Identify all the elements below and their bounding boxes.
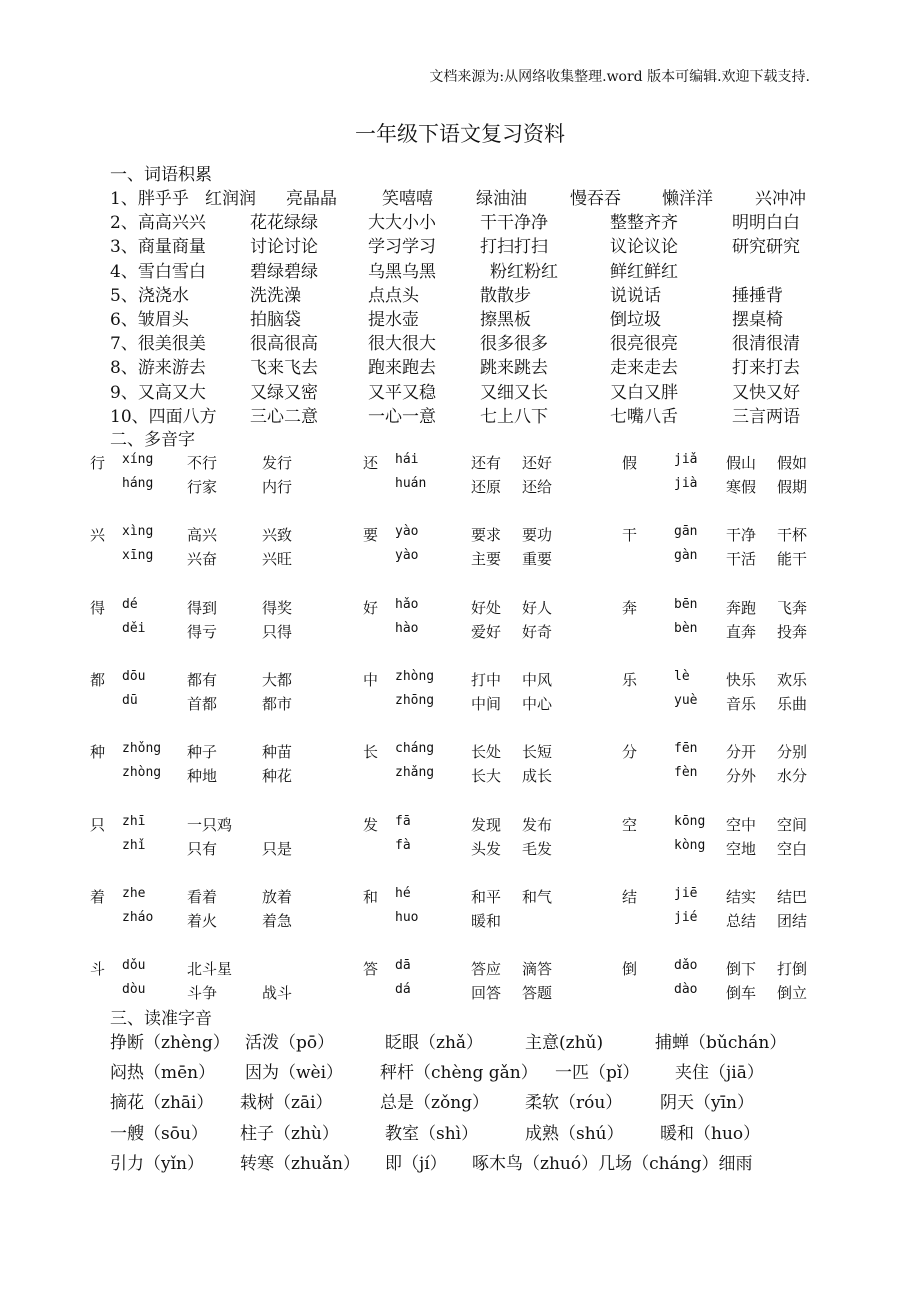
example-word: 还有 <box>471 454 502 472</box>
pinyin: lè <box>674 668 690 684</box>
example-word: 都市 <box>262 694 293 713</box>
pinyin: hé <box>395 885 411 901</box>
pinyin: fà <box>395 837 411 853</box>
vocab-row <box>110 378 820 402</box>
vocab-word: 捶捶背 <box>732 285 783 306</box>
example-word: 放着 <box>262 887 293 906</box>
polyphone-row <box>90 838 820 860</box>
polyphone-row <box>90 765 820 787</box>
vocab-word: 倒垃圾 <box>610 310 661 330</box>
polyphone-char: 答 <box>363 960 379 979</box>
polyphone-char: 还 <box>363 454 379 472</box>
example-word: 干活 <box>726 550 757 569</box>
example-word: 战斗 <box>262 984 293 1003</box>
example-word: 空间 <box>777 815 808 834</box>
example-word: 看着 <box>187 887 218 906</box>
reading-item: 摘花（zhāi） <box>110 1093 214 1114</box>
reading-item: 栽树（zāi） <box>240 1093 333 1114</box>
vocab-word: 花花绿绿 <box>250 213 318 234</box>
vocab-word: 擦黑板 <box>480 310 531 330</box>
vocab-word: 碧绿碧绿 <box>250 261 318 282</box>
polyphone-char: 奔 <box>622 598 638 617</box>
polyphone-char: 干 <box>622 526 638 545</box>
pinyin: bēn <box>674 596 698 612</box>
example-word: 答应 <box>471 960 502 979</box>
example-word: 好处 <box>471 598 502 617</box>
reading-item: 暖和（huo） <box>660 1123 761 1144</box>
example-word: 总结 <box>726 911 757 930</box>
polyphone-char: 结 <box>622 887 638 906</box>
example-word: 一只鸡 <box>187 815 233 834</box>
pinyin: jià <box>674 476 698 491</box>
example-word: 长处 <box>471 743 502 762</box>
example-word: 内行 <box>262 478 293 496</box>
example-word: 分外 <box>726 767 757 786</box>
vocab-word: 很多很多 <box>480 334 548 355</box>
polyphone-row <box>90 597 820 619</box>
polyphone-char: 种 <box>90 743 106 762</box>
reading-item: 总是（zǒng） <box>380 1093 490 1114</box>
example-word: 主要 <box>471 550 502 569</box>
example-word: 直奔 <box>726 622 757 641</box>
pinyin: yuè <box>674 692 698 708</box>
example-word: 着急 <box>262 911 293 930</box>
example-word: 要求 <box>471 526 502 545</box>
vocab-word: 很亮很亮 <box>610 334 678 355</box>
example-word: 斗争 <box>187 984 218 1003</box>
vocab-word: 一心一意 <box>368 406 436 427</box>
vocab-word: 提水壶 <box>368 310 419 330</box>
reading-item: 阴天（yīn） <box>660 1093 754 1114</box>
example-word: 干净 <box>726 526 757 545</box>
example-word: 倒车 <box>726 984 757 1003</box>
pinyin: kōng <box>674 813 706 829</box>
pinyin: fèn <box>674 765 698 781</box>
example-word: 爱好 <box>471 622 502 641</box>
example-word: 倒立 <box>777 984 808 1003</box>
example-word: 倒下 <box>726 960 757 979</box>
example-word: 得亏 <box>187 622 218 641</box>
pinyin: jiē <box>674 885 698 901</box>
pinyin: háng <box>122 476 154 491</box>
polyphone-char: 行 <box>90 454 106 472</box>
section-heading-vocabulary: 一、词语积累 <box>110 165 212 185</box>
example-word: 中心 <box>522 694 553 713</box>
example-word: 要功 <box>522 526 553 545</box>
vocab-word: 又平又稳 <box>368 382 436 403</box>
vocab-word: 3、商量商量 <box>110 237 206 258</box>
vocab-word: 又绿又密 <box>250 382 318 403</box>
pinyin: jiǎ <box>674 452 698 467</box>
vocab-word: 懒洋洋 <box>662 189 713 209</box>
vocab-row <box>110 329 820 353</box>
polyphone-char: 中 <box>363 670 379 689</box>
vocab-word: 跑来跑去 <box>368 358 436 379</box>
reading-item: 柱子（zhù） <box>240 1123 339 1144</box>
pinyin: xìng <box>122 524 154 540</box>
polyphone-row <box>90 910 820 932</box>
pinyin: gān <box>674 524 698 540</box>
pinyin: zhe <box>122 885 146 901</box>
vocab-word: 三心二意 <box>250 406 318 427</box>
polyphone-char: 只 <box>90 815 106 834</box>
pinyin: yào <box>395 548 419 564</box>
example-word: 滴答 <box>522 960 553 979</box>
pinyin: dā <box>395 958 411 974</box>
vocab-word: 散散步 <box>480 285 531 306</box>
reading-item: 成熟（shú） <box>525 1123 624 1144</box>
vocab-word: 笑嘻嘻 <box>382 189 433 209</box>
example-word: 分别 <box>777 743 808 762</box>
polyphone-char: 长 <box>363 743 379 762</box>
vocab-word: 干干净净 <box>480 213 548 234</box>
example-word: 种地 <box>187 767 218 786</box>
example-word: 还原 <box>471 478 502 496</box>
vocab-row <box>110 184 820 208</box>
vocab-word: 洗洗澡 <box>250 285 301 306</box>
pinyin: zhǎng <box>395 765 435 781</box>
example-word: 和气 <box>522 887 553 906</box>
vocab-word: 9、又高又大 <box>110 382 206 403</box>
vocab-word: 跳来跳去 <box>480 358 548 379</box>
reading-row <box>110 1119 830 1145</box>
pinyin: děi <box>122 620 146 636</box>
reading-item: 啄木鸟（zhuó）几场（cháng）细雨 <box>472 1153 753 1174</box>
example-word: 欢乐 <box>777 670 808 689</box>
example-word: 都有 <box>187 670 218 689</box>
polyphone-char: 发 <box>363 815 379 834</box>
example-word: 结巴 <box>777 887 808 906</box>
polyphone-row <box>90 958 820 980</box>
example-word: 首都 <box>187 694 218 713</box>
pinyin: huán <box>395 476 427 491</box>
example-word: 干杯 <box>777 526 808 545</box>
example-word: 行家 <box>187 478 218 496</box>
vocab-word: 绿油油 <box>476 189 527 209</box>
pinyin: hào <box>395 620 419 636</box>
vocab-row <box>110 281 820 305</box>
pinyin: zháo <box>122 909 154 925</box>
polyphone-char: 乐 <box>622 670 638 689</box>
vocab-word: 整整齐齐 <box>610 213 678 234</box>
pinyin: dū <box>122 692 138 708</box>
vocab-word: 1、胖乎乎 <box>110 189 189 209</box>
vocab-word: 7、很美很美 <box>110 334 206 355</box>
vocab-word: 七上八下 <box>480 406 548 427</box>
vocab-word: 又白又胖 <box>610 382 678 403</box>
example-word: 种子 <box>187 743 218 762</box>
example-word: 不行 <box>187 454 218 472</box>
pinyin: dǎo <box>674 958 698 974</box>
reading-item: 一艘（sōu） <box>110 1123 208 1144</box>
example-word: 奔跑 <box>726 598 757 617</box>
pinyin: cháng <box>395 741 435 757</box>
example-word: 种苗 <box>262 743 293 762</box>
reading-item: 秤杆（chèng gǎn） <box>380 1063 538 1084</box>
document-title: 一年级下语文复习资料 <box>355 122 565 146</box>
vocab-word: 飞来飞去 <box>250 358 318 379</box>
example-word: 音乐 <box>726 694 757 713</box>
example-word: 还好 <box>522 454 553 472</box>
polyphone-row <box>90 548 820 570</box>
vocab-word: 议论议论 <box>610 237 678 258</box>
example-word: 还给 <box>522 478 553 496</box>
vocab-word: 研究研究 <box>732 237 800 258</box>
vocab-word: 鲜红鲜红 <box>610 261 678 282</box>
example-word: 打倒 <box>777 960 808 979</box>
pinyin: zhōng <box>395 692 435 708</box>
example-word: 空白 <box>777 839 808 858</box>
vocab-word: 大大小小 <box>368 213 436 234</box>
example-word: 投奔 <box>777 622 808 641</box>
example-word: 假如 <box>777 454 808 472</box>
pinyin: xíng <box>122 452 154 467</box>
example-word: 高兴 <box>187 526 218 545</box>
reading-item: 即（jí） <box>385 1153 447 1174</box>
polyphone-row <box>90 741 820 763</box>
polyphone-char: 得 <box>90 598 106 617</box>
polyphone-row <box>90 886 820 908</box>
pinyin: dōu <box>122 668 146 684</box>
vocab-row <box>110 232 820 256</box>
example-word: 打中 <box>471 670 502 689</box>
vocab-word: 亮晶晶 <box>286 189 337 209</box>
example-word: 中风 <box>522 670 553 689</box>
vocab-word: 红润润 <box>205 189 256 209</box>
vocab-word: 讨论讨论 <box>250 237 318 258</box>
polyphone-row <box>90 452 820 474</box>
pinyin: dào <box>674 982 698 998</box>
pinyin: dé <box>122 596 138 612</box>
example-word: 暖和 <box>471 911 502 930</box>
reading-item: 捕蝉（bǔchán） <box>655 1033 787 1053</box>
pinyin: zhǒng <box>122 741 162 757</box>
source-note: 文档来源为:从网络收集整理.word 版本可编辑.欢迎下载支持. <box>429 69 810 85</box>
reading-row <box>110 1088 830 1114</box>
polyphone-char: 斗 <box>90 960 106 979</box>
example-word: 结实 <box>726 887 757 906</box>
vocab-word: 明明白白 <box>732 213 800 234</box>
polyphone-char: 假 <box>622 454 638 472</box>
polyphone-row <box>90 669 820 691</box>
polyphone-char: 和 <box>363 887 379 906</box>
reading-item: 闷热（mēn） <box>110 1063 216 1084</box>
vocab-word: 很清很清 <box>732 334 800 355</box>
polyphone-row <box>90 476 820 498</box>
pinyin: yào <box>395 524 419 540</box>
example-word: 重要 <box>522 550 553 569</box>
vocab-word: 粉红粉红 <box>490 261 558 282</box>
example-word: 能干 <box>777 550 808 569</box>
polyphone-char: 倒 <box>622 960 638 979</box>
example-word: 团结 <box>777 911 808 930</box>
example-word: 成长 <box>522 767 553 786</box>
reading-item: 眨眼（zhǎ） <box>385 1033 484 1053</box>
example-word: 寒假 <box>726 478 757 496</box>
polyphone-char: 空 <box>622 815 638 834</box>
vocab-word: 走来走去 <box>610 358 678 379</box>
example-word: 乐曲 <box>777 694 808 713</box>
polyphone-char: 兴 <box>90 526 106 545</box>
reading-row <box>110 1028 830 1054</box>
example-word: 只得 <box>262 622 293 641</box>
reading-item: 挣断（zhèng） <box>110 1033 230 1053</box>
example-word: 只是 <box>262 839 293 858</box>
vocab-word: 很大很大 <box>368 334 436 355</box>
reading-item: 转寒（zhuǎn） <box>240 1153 360 1174</box>
pinyin: huo <box>395 909 419 925</box>
example-word: 回答 <box>471 984 502 1003</box>
reading-row <box>110 1058 830 1084</box>
pinyin: zhòng <box>122 765 162 781</box>
vocab-row <box>110 402 820 426</box>
example-word: 兴旺 <box>262 550 293 569</box>
vocab-word: 兴冲冲 <box>755 189 806 209</box>
vocab-word: 拍脑袋 <box>250 310 301 330</box>
example-word: 长大 <box>471 767 502 786</box>
example-word: 得到 <box>187 598 218 617</box>
reading-item: 活泼（pō） <box>245 1033 335 1053</box>
vocab-word: 打扫打扫 <box>480 237 548 258</box>
polyphone-char: 着 <box>90 887 106 906</box>
pinyin: xīng <box>122 548 154 564</box>
vocab-word: 乌黑乌黑 <box>368 261 436 282</box>
example-word: 好奇 <box>522 622 553 641</box>
vocab-word: 10、四面八方 <box>110 406 217 427</box>
pinyin: zhī <box>122 813 146 829</box>
reading-item: 教室（shì） <box>385 1123 479 1144</box>
polyphone-char: 都 <box>90 670 106 689</box>
vocab-word: 说说话 <box>610 285 661 306</box>
pinyin: fā <box>395 813 411 829</box>
vocab-word: 慢吞吞 <box>570 189 621 209</box>
example-word: 发现 <box>471 815 502 834</box>
reading-item: 柔软（róu） <box>525 1093 623 1114</box>
pinyin: hái <box>395 452 419 467</box>
example-word: 头发 <box>471 839 502 858</box>
vocab-word: 5、浇浇水 <box>110 285 189 306</box>
example-word: 大都 <box>262 670 293 689</box>
vocab-word: 三言两语 <box>732 406 800 427</box>
vocab-word: 2、高高兴兴 <box>110 213 206 234</box>
example-word: 中间 <box>471 694 502 713</box>
example-word: 北斗星 <box>187 960 233 979</box>
vocab-word: 4、雪白雪白 <box>110 261 206 282</box>
vocab-word: 又快又好 <box>732 382 800 403</box>
pinyin: dá <box>395 982 411 998</box>
pinyin: bèn <box>674 620 698 636</box>
polyphone-row <box>90 982 820 1004</box>
pinyin: jié <box>674 909 698 925</box>
vocab-word: 又细又长 <box>480 382 548 403</box>
polyphone-row <box>90 693 820 715</box>
pinyin: dǒu <box>122 958 146 974</box>
reading-row <box>110 1149 830 1175</box>
section-heading-readings: 三、读准字音 <box>110 1009 212 1029</box>
pinyin: kòng <box>674 837 706 853</box>
example-word: 空中 <box>726 815 757 834</box>
example-word: 发行 <box>262 454 293 472</box>
pinyin: dòu <box>122 982 146 998</box>
polyphone-row <box>90 621 820 643</box>
vocab-row <box>110 353 820 377</box>
example-word: 兴致 <box>262 526 293 545</box>
polyphone-row <box>90 814 820 836</box>
polyphone-row <box>90 524 820 546</box>
example-word: 兴奋 <box>187 550 218 569</box>
example-word: 答题 <box>522 984 553 1003</box>
vocab-row <box>110 257 820 281</box>
example-word: 好人 <box>522 598 553 617</box>
vocab-row <box>110 305 820 329</box>
polyphone-char: 好 <box>363 598 379 617</box>
pinyin: zhòng <box>395 668 435 684</box>
example-word: 水分 <box>777 767 808 786</box>
example-word: 长短 <box>522 743 553 762</box>
reading-item: 主意(zhǔ) <box>525 1033 604 1053</box>
example-word: 假期 <box>777 478 808 496</box>
example-word: 只有 <box>187 839 218 858</box>
example-word: 假山 <box>726 454 757 472</box>
vocab-word: 七嘴八舌 <box>610 406 678 427</box>
vocab-word: 学习学习 <box>368 237 436 258</box>
vocab-word: 很高很高 <box>250 334 318 355</box>
reading-item: 夹住（jiā） <box>675 1063 764 1084</box>
reading-item: 引力（yǐn） <box>110 1153 204 1174</box>
reading-item: 因为（wèi） <box>245 1063 344 1084</box>
example-word: 快乐 <box>726 670 757 689</box>
example-word: 和平 <box>471 887 502 906</box>
pinyin: zhǐ <box>122 837 146 853</box>
example-word: 分开 <box>726 743 757 762</box>
vocab-row <box>110 208 820 232</box>
vocab-word: 打来打去 <box>732 358 800 379</box>
section-heading-polyphones: 二、多音字 <box>110 430 195 450</box>
pinyin: gàn <box>674 548 698 564</box>
example-word: 发布 <box>522 815 553 834</box>
vocab-word: 6、皱眉头 <box>110 310 189 330</box>
vocab-word: 摆桌椅 <box>732 310 783 330</box>
polyphone-char: 分 <box>622 743 638 762</box>
example-word: 得奖 <box>262 598 293 617</box>
example-word: 飞奔 <box>777 598 808 617</box>
example-word: 种花 <box>262 767 293 786</box>
example-word: 毛发 <box>522 839 553 858</box>
pinyin: fēn <box>674 741 698 757</box>
vocab-word: 点点头 <box>368 285 419 306</box>
polyphone-char: 要 <box>363 526 379 545</box>
pinyin: hǎo <box>395 596 419 612</box>
vocab-word: 8、游来游去 <box>110 358 206 379</box>
reading-item: 一匹（pǐ） <box>555 1063 640 1084</box>
example-word: 着火 <box>187 911 218 930</box>
example-word: 空地 <box>726 839 757 858</box>
